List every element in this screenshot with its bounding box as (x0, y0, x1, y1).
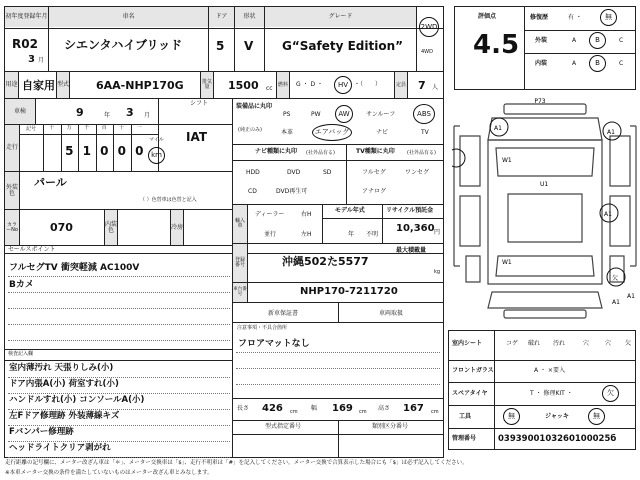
diagram-label-a1-rear-2: A1 (627, 293, 635, 300)
equip-tv: TV (421, 129, 429, 136)
doors-label: ドア (209, 7, 234, 27)
diagram-label-a1-front-left: A1 (494, 125, 502, 132)
navi-dvd: DVD (287, 169, 301, 176)
sales-points-label: セールスポイント (8, 246, 56, 253)
diagram-label-a1-right-front: A1 (607, 129, 615, 136)
repair-label: 修復歴 (530, 14, 549, 21)
score-label: 評価点 (478, 13, 497, 20)
max-load-unit: kg (434, 269, 441, 275)
fuel-hv-circle: HV (334, 76, 352, 94)
drive-4wd: 4WD (421, 49, 433, 55)
diagram-label-w1-left: W1 (502, 157, 512, 164)
car-name-label: 車名 (49, 7, 208, 27)
width-value: 169 (332, 403, 353, 414)
color-value: パール (34, 176, 67, 189)
diagram-label-w1-left-2: W1 (502, 259, 512, 266)
height-unit: cm (431, 409, 439, 415)
mileage-digit-header: 千 (84, 125, 90, 131)
mileage-digit-header: 十 (49, 125, 55, 131)
navi-hdd: HDD (246, 169, 260, 176)
mileage-digit-header: 百 (101, 125, 107, 131)
car-damage-diagram (452, 96, 638, 324)
length-value: 426 (262, 403, 283, 414)
width-unit: cm (359, 409, 367, 415)
tv-oneseg: ワンセグ (405, 169, 430, 176)
fuel-other: ・（ ） (354, 81, 382, 88)
mileage-digit: 5 (65, 144, 74, 158)
color-no-label: カラーNo (5, 210, 19, 245)
length-label: 長さ (237, 405, 250, 412)
width-label: 幅 (311, 405, 318, 412)
equip-aw-circle: AW (335, 105, 353, 123)
capacity-label: 定員 (395, 72, 407, 98)
use-label: 用途 (5, 72, 18, 98)
model-year-unit: 年 (348, 231, 355, 238)
capacity-value: 7 (418, 79, 426, 92)
mgmt-value: 0393900103260100025б (498, 434, 617, 444)
seat-item-6: 欠 (625, 340, 632, 347)
drive-2wd-circle: 2WD (419, 17, 439, 37)
equip-navi: ナビ (376, 129, 389, 136)
inspector-note: 室内薄汚れ 天張りしみ(小) (9, 363, 114, 373)
registration-value: 沖縄502た5577 (282, 255, 369, 268)
import-left: 左H (301, 231, 312, 238)
mileage-digit-header: 十 (119, 125, 125, 131)
sales-point-1: フルセグTV 衝突軽減 AC100V (9, 263, 140, 273)
model-year-unknown: 不明 (366, 231, 379, 238)
inspector-note: 左Fドア修理跡 外装薄線キズ (9, 411, 120, 421)
footer-line-2: ※本車メーター交換の条件を満たしていないものはメーター改ざん車とみなします。 (5, 470, 213, 476)
equip-abs-circle: ABS (413, 104, 435, 124)
height-label: 高さ (378, 405, 391, 412)
registration-label: 登録番号 (233, 244, 247, 282)
interior-b-circle: B (589, 55, 606, 72)
tool-none-circle: 無 (503, 408, 520, 425)
footer-line-1: 走行距離の記号欄に、メーター改ざん車は「＊」、メーター交換車は「$」、走行不明車は「#」を記入してください。メーター交換で合算表示した場合にも「$」は必ず記入してください。 (5, 460, 468, 466)
import-label: 輸入車 (233, 205, 247, 243)
diagram-label-missing: 欠 (612, 275, 619, 282)
exterior-a: A (572, 37, 577, 44)
grade-label: グレード (265, 7, 416, 27)
inspection-month-unit: 月 (144, 112, 151, 119)
seat-item-1: コゲ (506, 340, 519, 347)
equip-airbag-circle: エアバッグ (312, 124, 352, 141)
interior-label: 内装 (535, 60, 548, 67)
first-reg-value: R02 (12, 37, 38, 51)
exterior-label: 外装 (535, 37, 548, 44)
seat-item-5: 穴 (605, 340, 612, 347)
inspector-label: 検査記入欄 (8, 351, 34, 357)
seat-item-2: 破れ (528, 340, 541, 347)
jack-label: ジャッキ (545, 413, 569, 420)
diagram-label-a1-right-rear: A1 (604, 211, 612, 218)
spare-label: スペアタイヤ (452, 390, 488, 397)
notes-text: フロアマットなし (238, 339, 310, 349)
navi-dvd-play: DVD再生可 (276, 188, 308, 195)
inspector-note: ヘッドライトクリア剥がれ (9, 443, 111, 453)
spare-options: T ・ 修理KIT ・ (530, 390, 573, 397)
equip-pw: PW (311, 111, 321, 118)
unit-mile: マイル (149, 137, 164, 143)
diagram-label-a1-rear-1: A1 (612, 299, 620, 306)
mileage-label: 走行 (5, 125, 19, 171)
color-no-value: 070 (50, 221, 73, 234)
tv-type-label: TV種類に丸印 (356, 148, 395, 155)
equip-ps: PS (283, 111, 291, 118)
recycle-value: 10,360 (396, 223, 435, 234)
equipment-label: 装備品に丸印 (236, 103, 273, 110)
sales-point-2: Bカメ (9, 280, 34, 290)
tv-type-note: (社外品有る) (407, 150, 436, 156)
color-note: （ ）色替車は色替と記入 (140, 197, 197, 203)
inspector-note: ハンドルすれ(小) コンソールA(小) (9, 395, 145, 405)
doors-value: 5 (216, 39, 225, 53)
first-reg-label: 初年度登録年月 (5, 7, 48, 27)
equip-leather: 本革 (281, 129, 294, 136)
model-label: 型式 (57, 72, 69, 98)
repair-none-circle: 無 (600, 9, 617, 26)
length-unit: cm (290, 409, 298, 415)
seat-label: 室内シート (452, 340, 483, 347)
interior-c: C (619, 60, 624, 67)
new-warranty: 新車保証書 (268, 310, 299, 317)
interior-a: A (572, 60, 577, 67)
model-value: 6AA-NHP170G (96, 79, 184, 92)
displacement-label: 排気量 (201, 72, 213, 98)
shift-value: IAT (186, 130, 208, 144)
recycle-label: リサイクル預託金 (386, 207, 434, 214)
first-reg-month-unit: 月 (38, 57, 45, 64)
inspector-note: Fバンパー修理跡 (9, 427, 74, 437)
capacity-unit: 人 (432, 84, 439, 91)
notes-label: 注意事項・不具合箇所 (237, 325, 288, 331)
diagram-label-u1: U1 (540, 181, 549, 188)
import-parallel: 並行 (264, 231, 277, 238)
fuel-options: G ・ D ・ (296, 81, 323, 88)
shift-label: シフト (190, 100, 209, 107)
displacement-value: 1500 (228, 79, 259, 92)
seat-item-4: 穴 (583, 340, 590, 347)
mileage-digit: 0 (117, 144, 126, 158)
jack-none-circle: 無 (588, 408, 605, 425)
use-value: 自家用 (22, 79, 55, 92)
height-value: 167 (403, 403, 424, 414)
fuel-label: 燃料 (277, 72, 289, 98)
inspector-note: ドア内張A(小) 荷室すれ(小) (9, 379, 119, 389)
diagram-label-top: P73 (534, 98, 546, 105)
inspection-year-unit: 年 (104, 112, 111, 119)
body-shape-value: V (244, 39, 254, 53)
mileage-digit: 1 (82, 144, 91, 158)
chassis-label: 車台番号 (233, 283, 247, 302)
unit-km-circle: km (148, 147, 165, 164)
displacement-unit: cc (266, 85, 273, 92)
mileage-digit: 0 (100, 144, 109, 158)
glass-label: フロントガラス (452, 367, 494, 374)
mileage-note-label: 記号 (26, 126, 37, 132)
mgmt-label: 管理番号 (452, 435, 477, 442)
navi-note: (社外品有る) (306, 150, 335, 156)
repair-options: 有 ・ (568, 14, 582, 21)
exterior-c: C (619, 37, 624, 44)
inspection-year: 9 (76, 106, 84, 119)
ac-label: 冷房 (171, 210, 183, 245)
color-label: 外装色 (5, 172, 19, 209)
grade-value: G“Safety Edition” (282, 39, 403, 53)
class-label: 類別区分番号 (372, 423, 409, 430)
body-shape-label: 形状 (235, 7, 264, 27)
navi-cd: CD (248, 188, 257, 195)
navi-sd: SD (323, 169, 332, 176)
model-year-label: モデル年式 (335, 207, 365, 214)
recycle-unit: 円 (434, 229, 441, 236)
interior-color-label: 内装色 (105, 210, 117, 245)
score-value: 4.5 (473, 30, 520, 60)
first-reg-month: 3 (28, 54, 35, 65)
equipment-sublabel: (純正のみ) (238, 127, 262, 133)
tool-label: 工具 (459, 413, 472, 420)
tv-fullseg: フルセグ (362, 169, 386, 176)
spare-missing-circle: 欠 (602, 385, 619, 402)
mileage-digit-header: 一 (136, 125, 142, 131)
mileage-digit: 0 (135, 144, 144, 158)
max-load-label: 最大積載量 (396, 247, 427, 254)
import-dealer: ディーラー (255, 211, 285, 218)
navi-label: ナビ種類に丸印 (255, 148, 298, 155)
glass-value: A ・ ×要入 (534, 367, 565, 374)
exterior-b-circle: B (589, 32, 606, 49)
inspection-label: 車検 (5, 99, 35, 124)
mileage-digit-header: 万 (66, 125, 72, 131)
manual: 車両取扱 (379, 310, 404, 317)
import-right: 右H (301, 211, 312, 218)
inspection-month: 3 (126, 106, 134, 119)
equip-sunroof: サンルーフ (366, 111, 396, 118)
seat-item-3: 汚れ (553, 340, 566, 347)
type-cert-label: 型式指定番号 (265, 423, 302, 430)
chassis-value: NHP170-7211720 (300, 286, 398, 297)
tv-analog: アナログ (362, 188, 387, 195)
car-name-value: シエンタハイブリッド (64, 38, 183, 52)
